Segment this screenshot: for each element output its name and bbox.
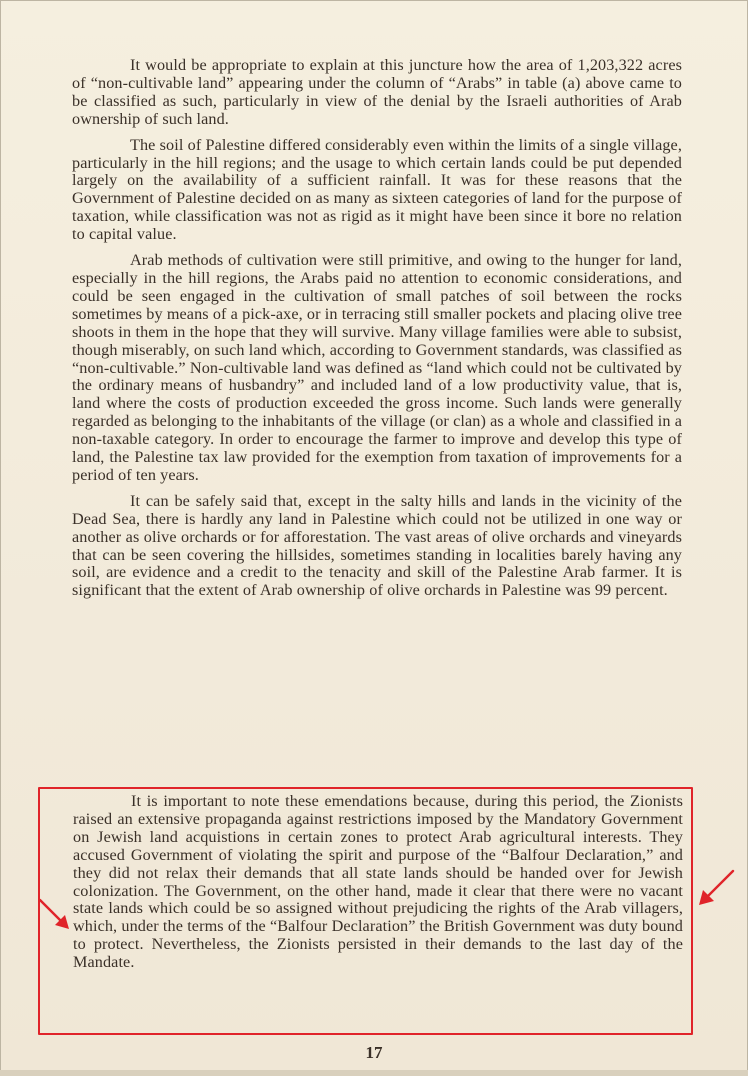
highlight-annotation-box bbox=[38, 787, 693, 1035]
page-number: 17 bbox=[365, 1043, 383, 1062]
document-body bbox=[72, 57, 682, 608]
paragraph-arab-cultivation-methods: Arab methods of cultivation were still primitive, and owing to the hunger for land, especially in the hill regions, the Arabs paid no attention to economic considerations, and could be seen engaged in the cultivation of small patches of soil between the rocks sometimes by means of a pick-axe, or in terracing still smaller pockets and placing olive tree shoots in them in the hope that they will survive. Many village families were able to subsist, though miserably, on such land which, according to Government standards, was classified as “non-cultivable.” Non-cultivable land was defined as “land which could not be cultivated by the ordinary means of husbandry” and included land of a low productivity value, that is, land where the costs of production exceeded the gross income. Such lands were generally regarded as belonging to the inhabitants of the village (or clan) as a whole and classified in a non-taxable category. In order to encourage the farmer to improve and develop this type of land, the Palestine tax law provided for the exemption from taxation of improvements for a period of ten years. bbox=[72, 251, 682, 484]
paragraph-soil-of-palestine: The soil of Palestine differed considerably even within the limits of a single village, particularly in the hill regions; and the usage to which certain lands could be put depended largely on the availability of a sufficient rainfall. It was for these reasons that the Government of Palestine decided on as many as sixteen categories of land for the purpose of taxation, while classification was not as rigid as it might have been since it bore no relation to capital value. bbox=[72, 135, 682, 244]
page-bottom-edge bbox=[0, 1070, 748, 1076]
paragraph-olive-orchards: It can be safely said that, except in the salty hills and lands in the vicinity of the Dead Sea, there is hardly any land in Palestine which could not be utilized in one way or another as olive orchards or for afforestation. The vast areas of olive orchards and vineyards that can be seen covering the hillsides, sometimes standing in localities barely having any soil, are evidence and a credit to the tenacity and skill of the Palestine Arab farmer. It is significant that the extent of Arab ownership of olive orchards in Palestine was 99 percent. bbox=[72, 491, 682, 600]
paragraph-highlighted-emendations: It is important to note these emendations because, during this period, the Zionists raised an extensive propaganda against restrictions imposed by the Mandatory Government on Jewish land acquistions in certain zones to protect Arab agricultural interests. They accused Government of violating the spirit and purpose of the “Balfour Declaration,” and they did not relax their demands that all state lands should be handed over for Jewish colonization. The Government, on the other hand, made it clear that there were no vacant state lands which could be so assigned without prejudicing the rights of the Arab villagers, which, under the terms of the “Balfour Declaration” the British Government was duty bound to protect. Nevertheless, the Zionists persisted in their demands to the last day of the Mandate. bbox=[73, 792, 683, 972]
red-arrow-right-icon bbox=[696, 868, 736, 908]
paragraph-non-cultivable-land: It would be appropriate to explain at this juncture how the area of 1,203,322 acres of “non-cultivable land” appearing under the column of “Arabs” in table (a) above came to be classified as such, particularly in view of the denial by the Israeli authorities of Arab ownership of such land. bbox=[72, 56, 682, 128]
red-arrow-left-icon bbox=[38, 898, 72, 932]
